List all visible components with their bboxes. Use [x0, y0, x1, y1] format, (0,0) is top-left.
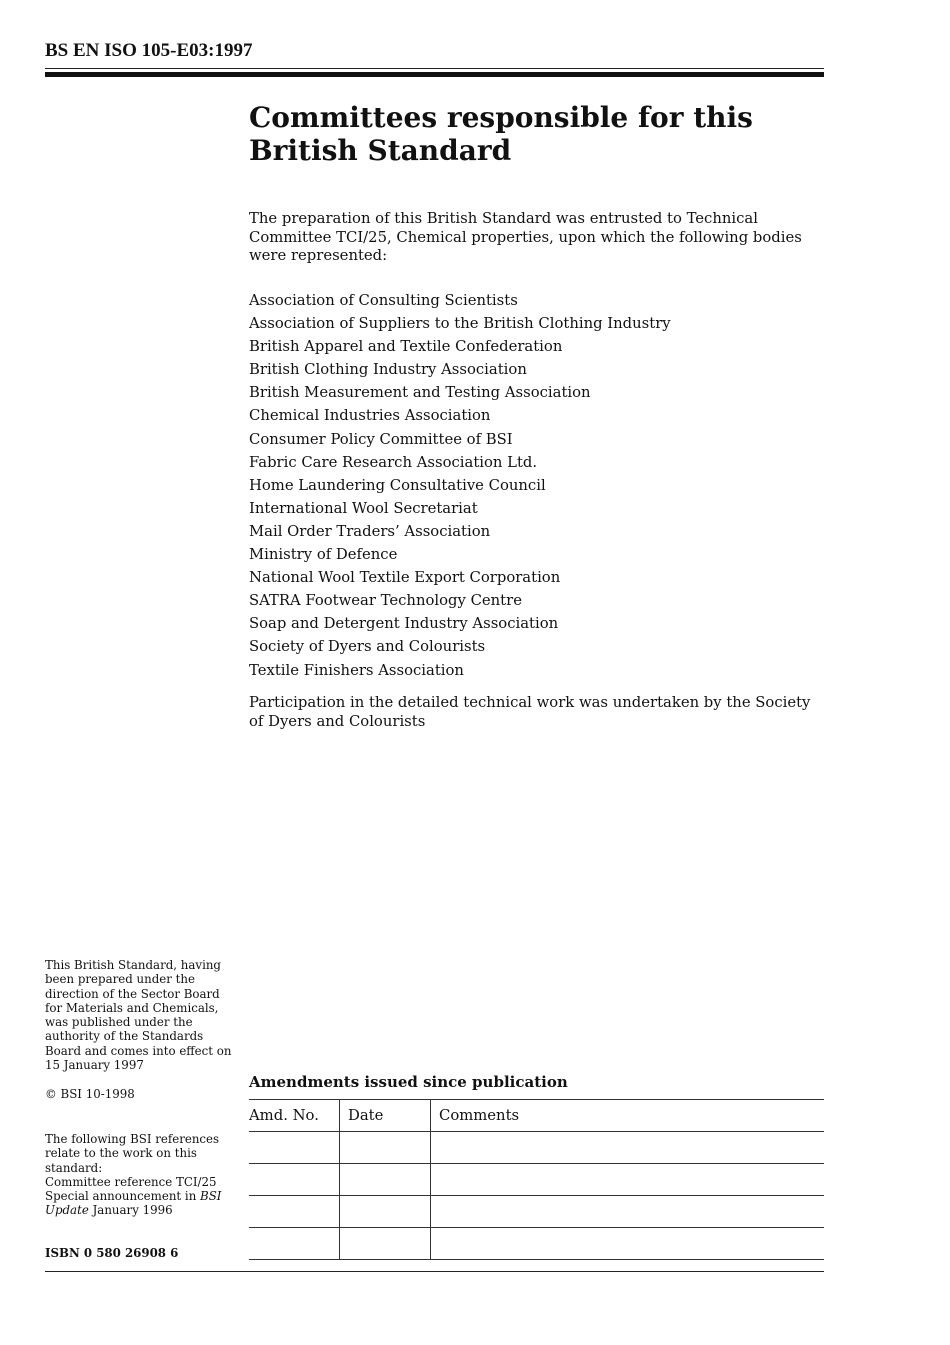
- participation-paragraph: Participation in the detailed technical work was undertaken by the Society of Dyers and Colourists: [249, 694, 811, 730]
- body-item: British Clothing Industry Association: [249, 361, 527, 379]
- amendments-title: Amendments issued since publication: [249, 1073, 568, 1091]
- special-announcement: [45, 1189, 240, 1218]
- page-title-line-2: British Standard: [249, 134, 512, 167]
- body-item: Ministry of Defence: [249, 546, 398, 564]
- effective-date: 15 January 1997: [45, 1058, 144, 1073]
- page-title-line-1: Committees responsible for this: [249, 101, 753, 134]
- cell-date: [340, 1228, 431, 1260]
- cell-amd-no: [249, 1164, 340, 1196]
- body-item: British Measurement and Testing Association: [249, 384, 591, 402]
- cell-comments: [431, 1164, 825, 1196]
- intro-paragraph: The preparation of this British Standard was entrusted to Technical Committee TCI/25, Chemical properties, upon which the following bodies were represented:: [249, 210, 802, 264]
- body-item: Consumer Policy Committee of BSI: [249, 430, 513, 448]
- cell-comments: [431, 1196, 825, 1228]
- body-item: SATRA Footwear Technology Centre: [249, 592, 522, 610]
- page-title: [249, 101, 809, 167]
- represented-bodies-list: [249, 289, 671, 682]
- table-row: [249, 1196, 824, 1228]
- standard-number: BS EN ISO 105-E03:1997: [45, 40, 253, 61]
- amendments-table: [249, 1099, 824, 1260]
- body-item: Association of Suppliers to the British Clothing Industry: [249, 315, 671, 333]
- bsi-references: [45, 1132, 240, 1218]
- body-item: Textile Finishers Association: [249, 661, 464, 679]
- amendments-header-row: [249, 1100, 824, 1132]
- cell-comments: [431, 1132, 825, 1164]
- body-item: Home Laundering Consultative Council: [249, 476, 546, 494]
- copyright-note: © BSI 10-1998: [45, 1087, 135, 1101]
- column-header-amd-no: Amd. No.: [249, 1100, 340, 1132]
- table-row: [249, 1132, 824, 1164]
- body-item: British Apparel and Textile Confederation: [249, 338, 563, 356]
- cell-amd-no: [249, 1196, 340, 1228]
- body-item: Chemical Industries Association: [249, 407, 491, 425]
- cell-amd-no: [249, 1132, 340, 1164]
- header-rule-thick: [45, 72, 824, 77]
- publication-note-text: This British Standard, having been prepared under the direction of the Sector Board for Materials and Chemicals, was published under the authority of the Standards Board and comes into effect on: [45, 958, 232, 1058]
- committee-reference: Committee reference TCI/25: [45, 1174, 217, 1189]
- column-header-date: Date: [340, 1100, 431, 1132]
- cell-date: [340, 1164, 431, 1196]
- body-item: Society of Dyers and Colourists: [249, 638, 486, 656]
- cell-date: [340, 1196, 431, 1228]
- references-intro: The following BSI references relate to the work on this standard:: [45, 1132, 220, 1175]
- cell-comments: [431, 1228, 825, 1260]
- cell-amd-no: [249, 1228, 340, 1260]
- special-announcement-publication: BSI Update: [45, 1189, 222, 1218]
- body-item: National Wool Textile Export Corporation: [249, 569, 561, 587]
- table-row: [249, 1228, 824, 1260]
- body-item: Soap and Detergent Industry Association: [249, 615, 559, 633]
- body-item: Fabric Care Research Association Ltd.: [249, 453, 538, 471]
- table-row: [249, 1164, 824, 1196]
- isbn: ISBN 0 580 26908 6: [45, 1246, 179, 1260]
- body-item: Mail Order Traders’ Association: [249, 522, 491, 540]
- body-item: International Wool Secretariat: [249, 499, 478, 517]
- header-rule-thin: [45, 68, 824, 69]
- special-announcement-date: January 1996: [92, 1203, 173, 1218]
- publication-note: [45, 958, 240, 1072]
- body-item: Association of Consulting Scientists: [249, 292, 518, 309]
- column-header-comments: Comments: [431, 1100, 825, 1132]
- cell-date: [340, 1132, 431, 1164]
- special-announcement-prefix: Special announcement in: [45, 1189, 197, 1204]
- footer-rule: [45, 1271, 824, 1272]
